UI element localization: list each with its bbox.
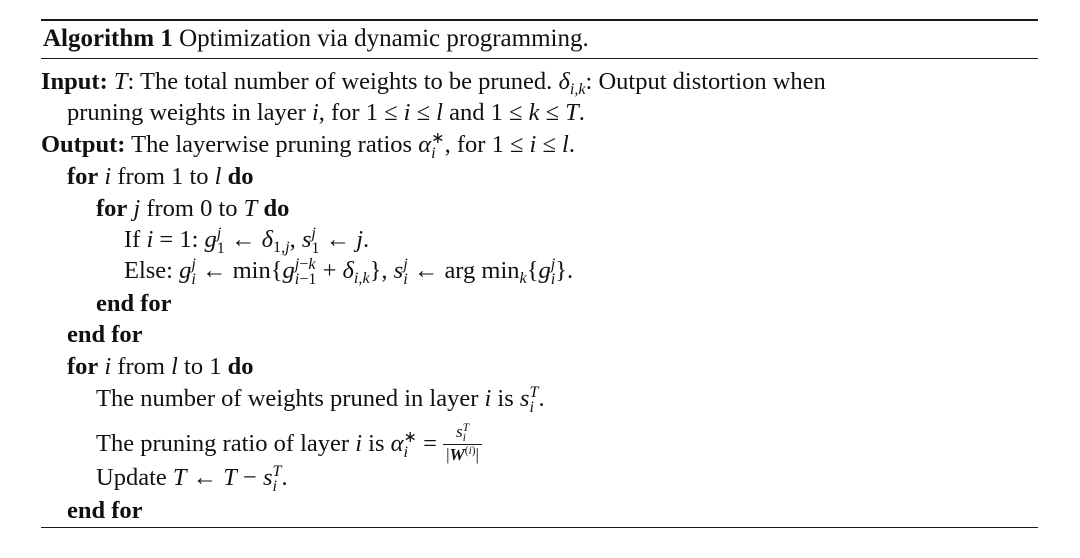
final-end-for-line: end for [67, 497, 143, 524]
update-line: Update T ← T − sT i . [96, 463, 288, 495]
input-keyword: Input: [41, 68, 108, 95]
input-line-continued: pruning weights in layer i, for 1 ≤ i ≤ l and 1 ≤ k ≤ T. [67, 99, 585, 126]
caption-rule [41, 58, 1038, 59]
output-line: Output: The layerwise pruning ratios α∗ i , for 1 ≤ i ≤ l. [41, 130, 575, 162]
inner-end-for-line: end for [96, 290, 172, 317]
pruning-ratio-line: The pruning ratio of layer i is α∗ i = sT i $|W^{(i)}|$ [96, 423, 482, 464]
bottom-rule [41, 527, 1038, 528]
algorithm-block [41, 19, 1038, 524]
input-line: Input: T: The total number of weights to be pruned. δi,k: Output distortion when [41, 68, 826, 98]
algorithm-caption [41, 21, 1038, 58]
inner-for-line: for j from 0 to T do [96, 195, 290, 222]
algorithm-title: Optimization via dynamic programming. [179, 25, 589, 52]
algorithm-label: Algorithm 1 [43, 25, 173, 52]
weights-pruned-line: The number of weights pruned in layer i is sT i . [96, 384, 545, 416]
outer-end-for-line: end for [67, 321, 143, 348]
outer-for-line: for i from 1 to l do [67, 163, 254, 190]
if-statement-line: If i = 1: gj 1 ← δ1,j, sj 1 ← j. [124, 225, 370, 257]
output-keyword: Output: [41, 131, 126, 158]
else-statement-line: Else: gj i ← min{gj−k i−1 + δi,k}, sj i ← arg mink{gj i}. [124, 256, 574, 288]
backtrack-for-line: for i from l to 1 do [67, 353, 254, 380]
